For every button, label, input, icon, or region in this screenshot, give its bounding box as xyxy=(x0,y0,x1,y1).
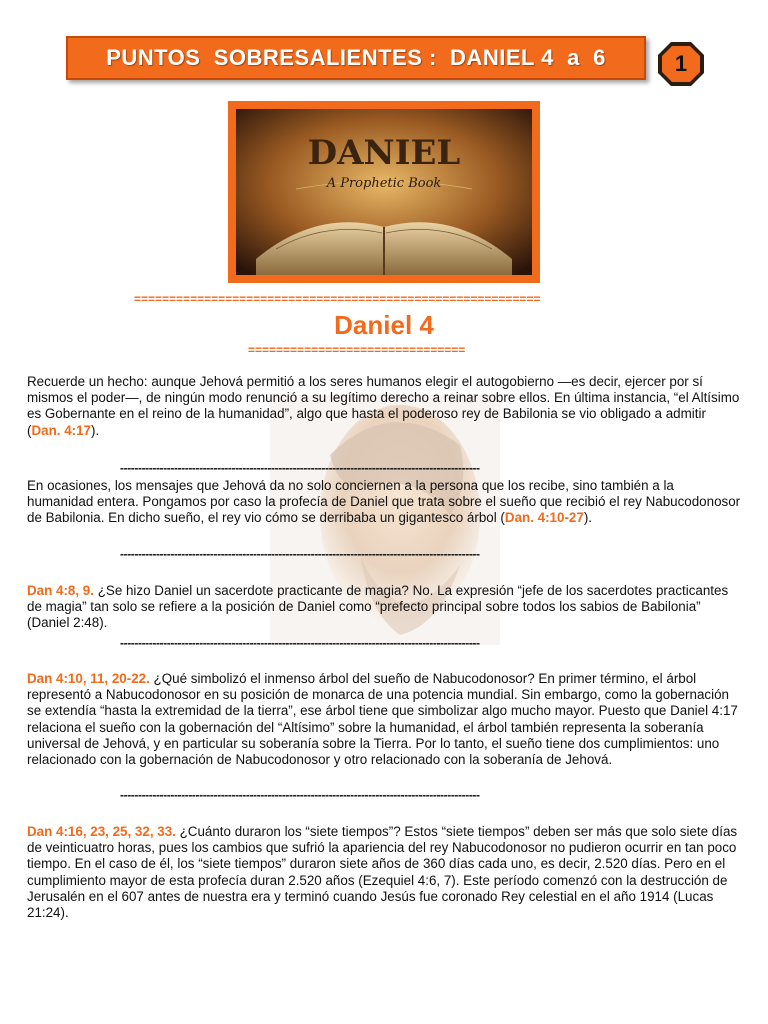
open-bible-illustration xyxy=(236,109,532,275)
paragraph-intro xyxy=(27,374,741,439)
paragraph-text: En ocasiones, los mensajes que Jehová da no solo conciernen a la persona que los recibe, sino también a la humanidad entera. Pongamos por caso la profecía de Daniel que trata sobre el sueño que recibió el rey Nabucodonosor de Babilonia. En dicho sueño, el rey vio cómo se derribaba un gigantesco árbol ( xyxy=(27,478,741,526)
page-number-badge xyxy=(656,40,706,88)
scripture-ref: Dan 4:10, 11, 20-22. xyxy=(27,671,150,686)
divider-line: ---------------------------------------------------------------------------------------------------- xyxy=(120,788,480,802)
scripture-ref: Dan. 4:10-27 xyxy=(504,510,584,526)
paragraph-text: ¿Cuánto duraron los “siete tiempos”? Estos “siete tiempos” deben ser más que solo siete días de veinticuatro horas, pues los cambios que sufrió la apariencia del rey Nabucodonosor no pudieron ocurrir en tan poco tiempo. En el caso de él, los “siete tiempos” duraron siete años de 360 días cada uno, es decir, 2.520 días. Pero en el cumplimiento mayor de esta profecía duran 2.520 años (Ezequiel 4:6, 7). Este período comenzó con la destrucción de Jerusalén en el 607 antes de nuestra era y terminó cuando Jesús fue coronado Rey celestial en el año 1914 (Lucas 21:24). xyxy=(27,824,738,921)
paragraph-dan-4-16 xyxy=(27,824,741,921)
section-heading: Daniel 4 xyxy=(334,310,434,340)
scripture-ref: Dan 4:16, 23, 25, 32, 33. xyxy=(27,824,176,839)
header-banner xyxy=(66,36,646,80)
scripture-ref: Dan 4:8, 9. xyxy=(27,583,94,598)
paragraph-dan-4-10 xyxy=(27,671,741,768)
page-number: 1 xyxy=(674,51,688,76)
page-title: PUNTOS SOBRESALIENTES : DANIEL 4 a 6 xyxy=(106,45,606,70)
paragraph-dan-4-8 xyxy=(27,583,741,632)
paragraph-text: ). xyxy=(91,422,100,438)
separator-bottom: =============================== xyxy=(248,343,466,357)
paragraph-dream xyxy=(27,478,741,527)
cover-title: DANIEL xyxy=(307,133,461,173)
scripture-ref: Dan. 4:17 xyxy=(31,422,92,438)
cover-subtitle: A Prophetic Book xyxy=(326,176,442,191)
paragraph-text: ¿Qué simbolizó el inmenso árbol del sueño de Nabucodonosor? En primer término, el árbol representó a Nabucodonosor en su posición de monarca de una potencia mundial. Sin embargo, como la gobernación se extendía “hasta la extremidad de la tierra”, ese árbol tiene que simbolizar algo mucho mayor. Puesto que Daniel 4:17 relaciona el sueño con la gobernación del “Altísimo” sobre la humanidad, el árbol también representa la soberanía universal de Jehová, y en particular su soberanía sobre la Tierra. Por lo tanto, el sueño tiene dos cumplimientos: uno relacionado con la gobernación de Nabucodonosor y otro relacionado con la soberanía de Jehová. xyxy=(27,671,738,768)
paragraph-text: ). xyxy=(583,510,592,526)
divider-line: ---------------------------------------------------------------------------------------------------- xyxy=(120,547,480,561)
paragraph-text: ¿Se hizo Daniel un sacerdote practicante de magia? No. La expresión “jefe de los sacerdotes practicantes de magia” tan solo se refiere a la posición de Daniel como “prefecto principal sobre todos los sabios de Babilonia” (Daniel 2:48). xyxy=(27,583,729,631)
paragraph-text: Recuerde un hecho: aunque Jehová permitió a los seres humanos elegir el autogobierno —es decir, ejercer por sí mismos el poder—, de ningún modo renunció a su legítimo derecho a reinar sobre ellos. En última instancia, “el Altísimo es Gobernante en el reino de la humanidad”, algo que hasta el poderoso rey de Babilonia se vio obligado a admitir ( xyxy=(27,374,740,438)
divider-line: ---------------------------------------------------------------------------------------------------- xyxy=(120,461,480,475)
separator-top: ========================================================== xyxy=(134,292,541,306)
divider-line: ---------------------------------------------------------------------------------------------------- xyxy=(120,636,480,650)
book-cover-image xyxy=(228,101,540,283)
